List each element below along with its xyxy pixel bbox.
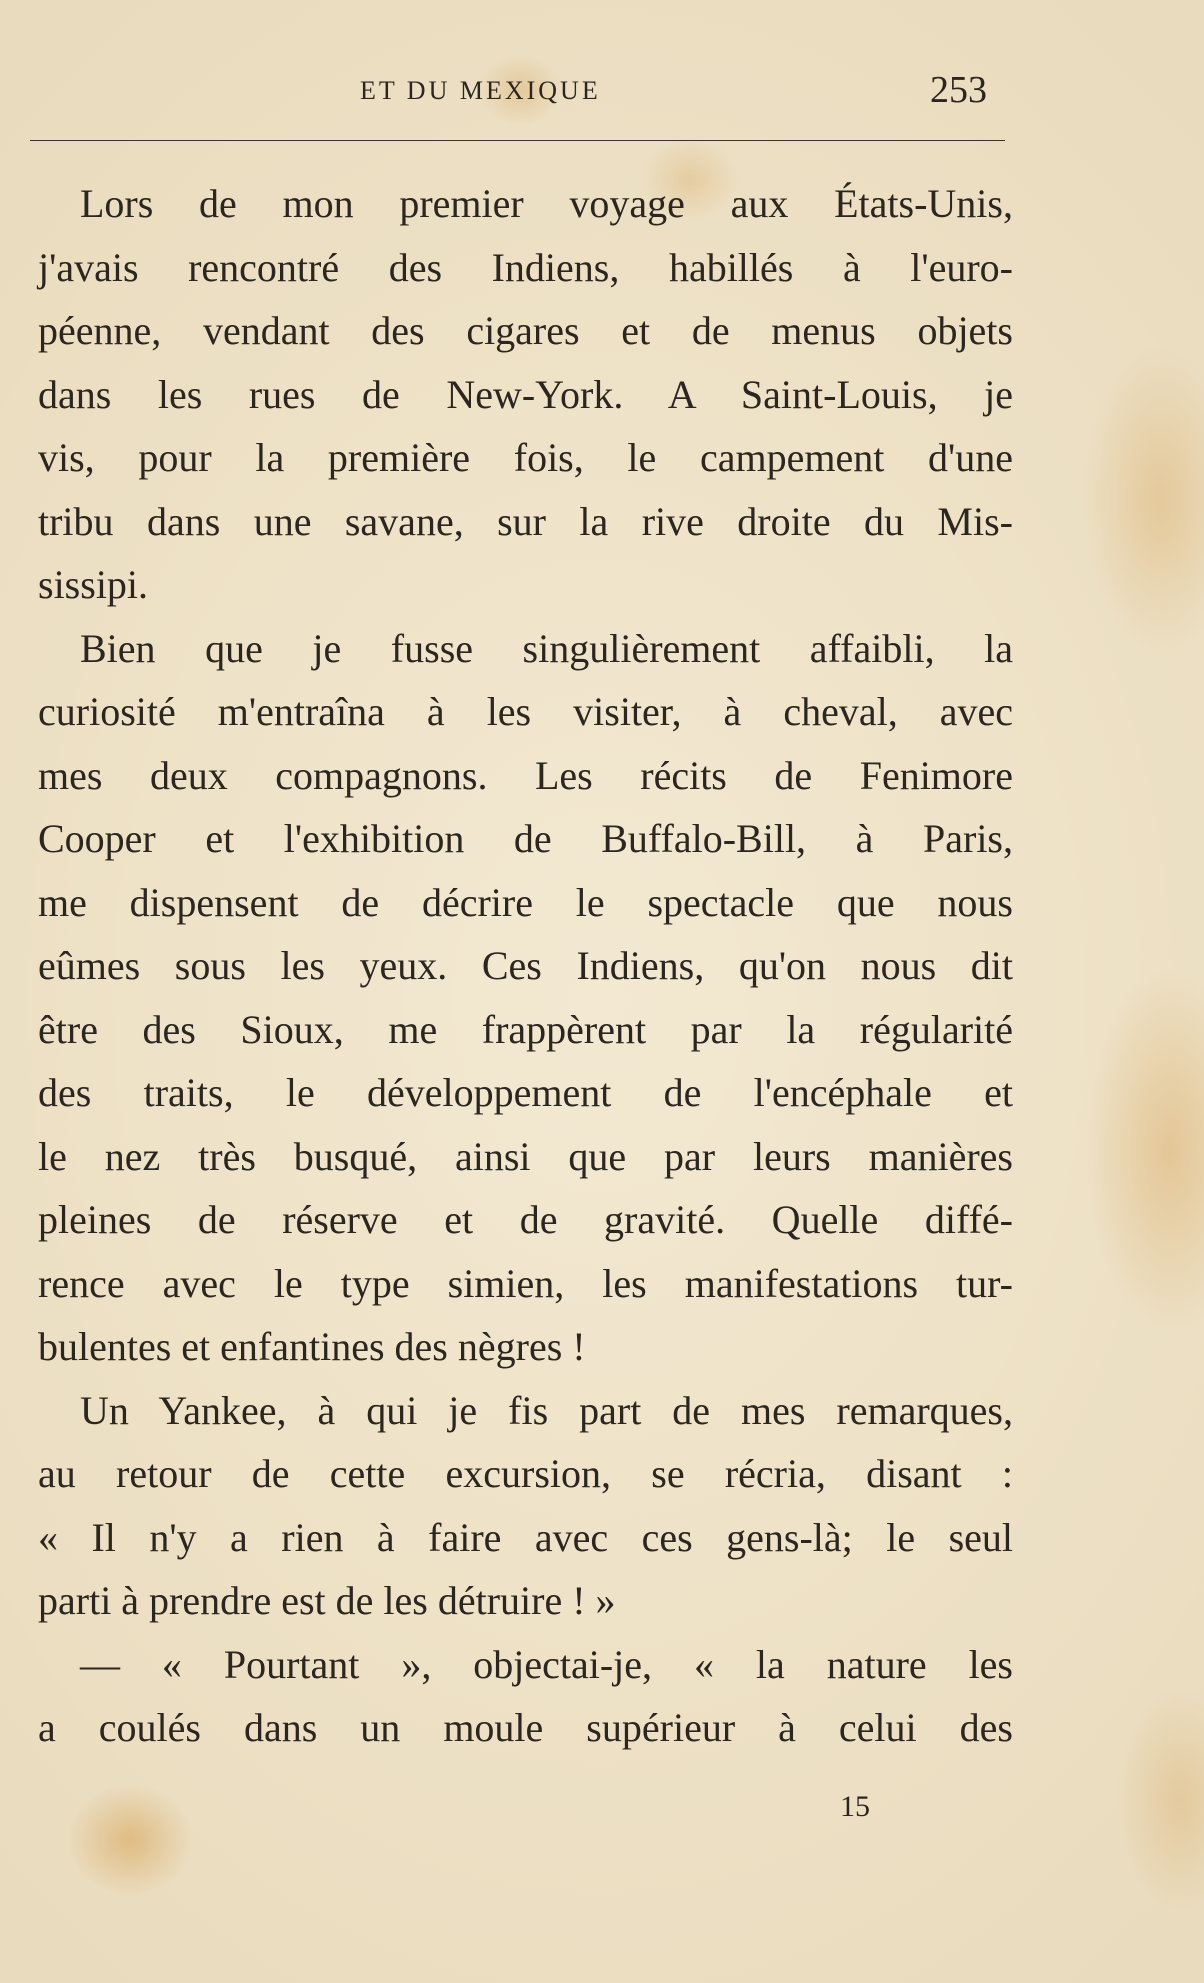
text-line: a coulés dans un moule supérieur à celui des: [38, 1705, 1013, 1750]
running-title: ET DU MEXIQUE: [360, 76, 601, 105]
signature-mark: 15: [840, 1790, 870, 1823]
text-line: me dispensent de décrire le spectacle que nous: [38, 879, 1013, 925]
text-line: tribu dans une savane, sur la rive droite du Mis-: [38, 498, 1013, 544]
text-line: bulentes et enfantines des nègres !: [38, 1324, 586, 1369]
body-text: [38, 172, 1013, 1760]
text-line: curiosité m'entraîna à les visiter, à cheval, avec: [38, 689, 1013, 734]
text-line: — « Pourtant », objectai-je, « la nature les: [80, 1641, 1013, 1687]
text-line: parti à prendre est de les détruire ! »: [38, 1578, 616, 1623]
text-line: Bien que je fusse singulièrement affaibli, la: [80, 625, 1013, 671]
text-line: vis, pour la première fois, le campement d'une: [38, 435, 1013, 480]
text-line: péenne, vendant des cigares et de menus objets: [38, 308, 1013, 353]
text-line: des traits, le développement de l'encéphale et: [38, 1070, 1013, 1115]
text-line: Lors de mon premier voyage aux États-Unis,: [80, 181, 1013, 226]
header-rule: [30, 140, 1005, 141]
text-line: pleines de réserve et de gravité. Quelle diffé-: [38, 1197, 1013, 1242]
text-line: au retour de cette excursion, se récria, disant :: [38, 1451, 1013, 1496]
text-line: Cooper et l'exhibition de Buffalo-Bill, à Paris,: [38, 816, 1013, 861]
text-line: « Il n'y a rien à faire avec ces gens-là; le seul: [38, 1514, 1013, 1560]
text-line: le nez très busqué, ainsi que par leurs manières: [38, 1133, 1013, 1179]
text-line: dans les rues de New-York. A Saint-Louis, je: [38, 371, 1013, 417]
running-head: [0, 68, 1204, 118]
text-line: j'avais rencontré des Indiens, habillés à l'euro-: [38, 244, 1013, 290]
text-line: sissipi.: [38, 562, 149, 607]
text-line: Un Yankee, à qui je fis part de mes remarques,: [80, 1387, 1013, 1433]
page-number: 253: [930, 69, 987, 111]
text-line: mes deux compagnons. Les récits de Fenimore: [38, 752, 1013, 798]
text-line: être des Sioux, me frappèrent par la régularité: [38, 1006, 1013, 1052]
text-line: eûmes sous les yeux. Ces Indiens, qu'on nous dit: [38, 943, 1013, 988]
text-line: rence avec le type simien, les manifestations tur-: [38, 1260, 1013, 1306]
